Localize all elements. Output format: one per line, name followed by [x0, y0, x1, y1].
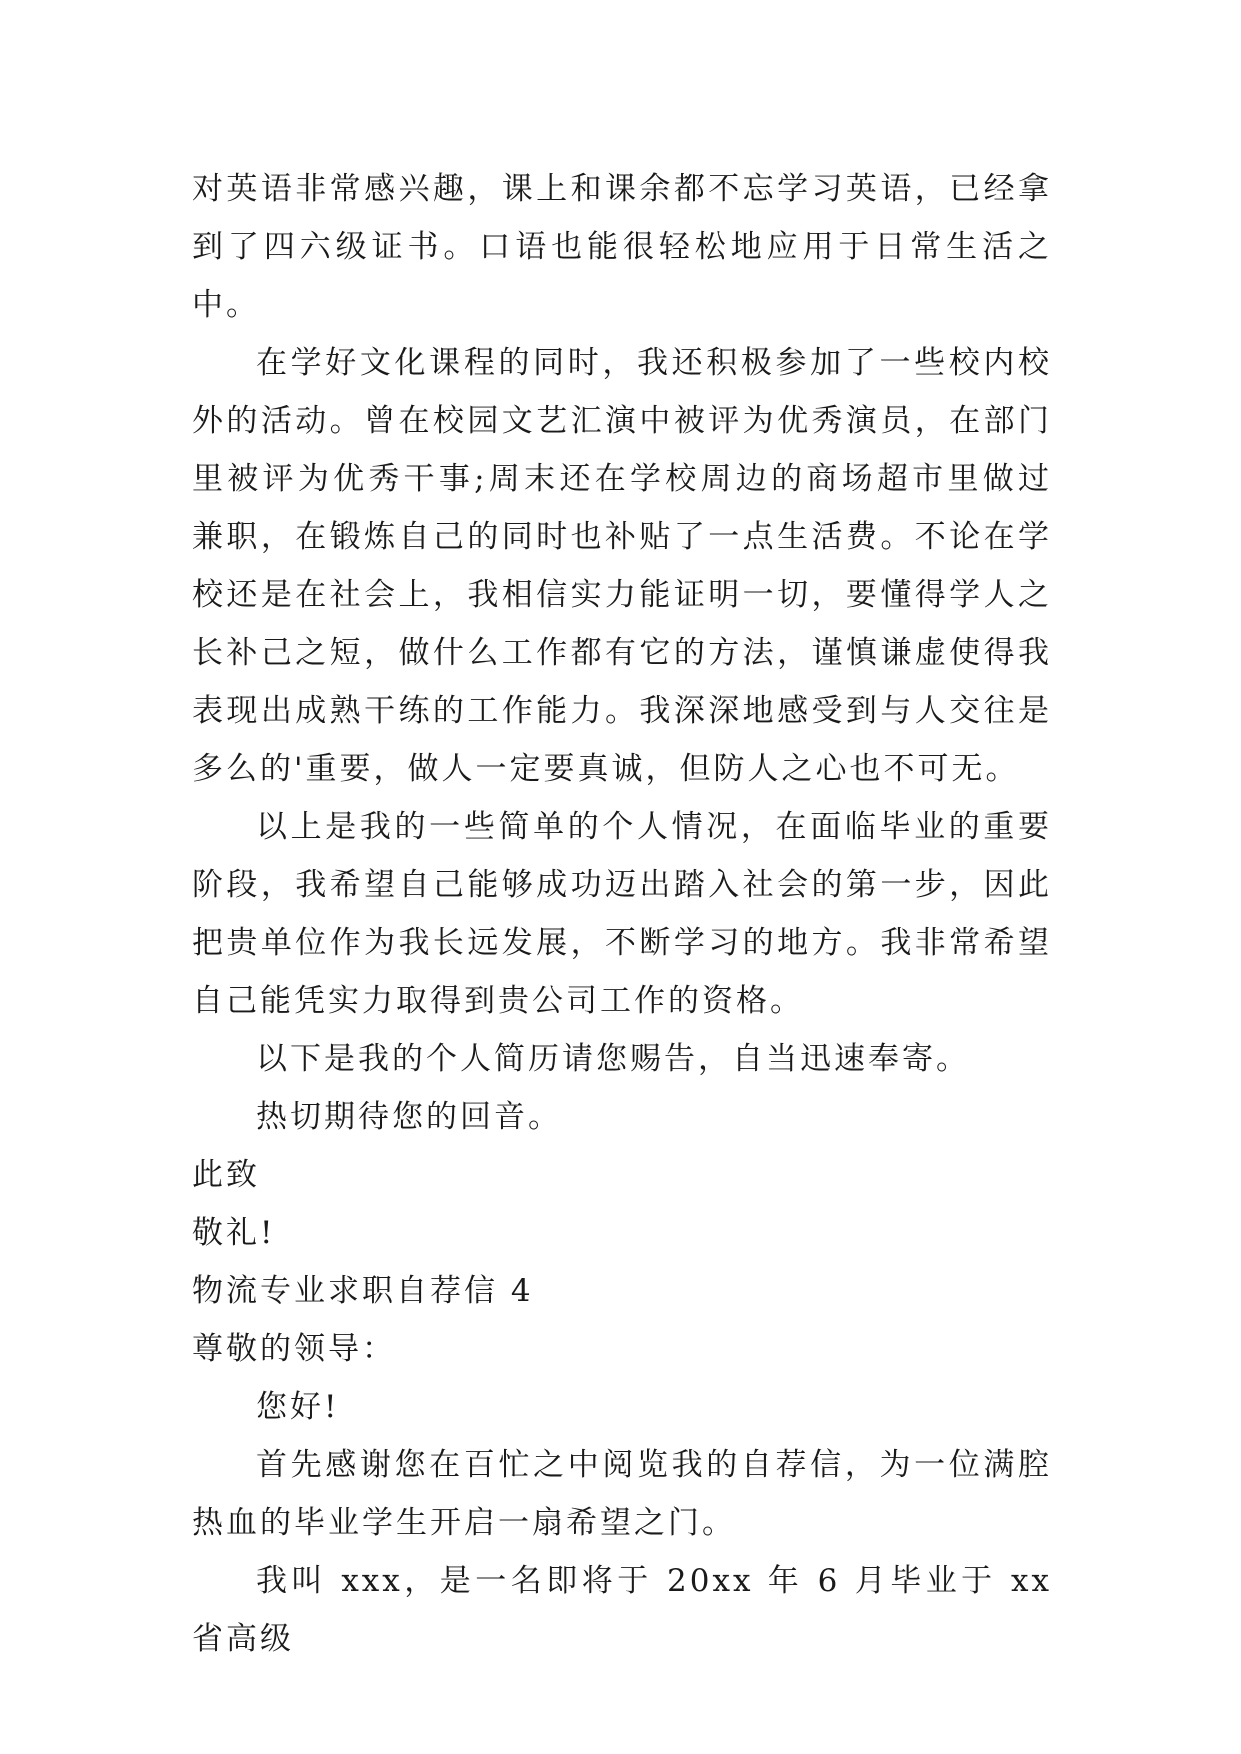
letter-hello: 您好! — [256, 1389, 340, 1425]
closing-salutation: 此致 — [192, 1157, 260, 1193]
paragraph-english-skills: 对英语非常感兴趣，课上和课余都不忘学习英语，已经拿到了四六级证书。口语也能很轻松地应用于日常生活之中。 — [192, 171, 1052, 323]
letter-greeting: 尊敬的领导： — [192, 1331, 396, 1367]
closing-regards: 敬礼! — [192, 1215, 276, 1251]
paragraph-introduction: 我叫 xxx，是一名即将于 20xx 年 6 月毕业于 xx 省高级 — [192, 1563, 1052, 1657]
section-title: 物流专业求职自荐信 4 — [192, 1273, 534, 1309]
paragraph-activities: 在学好文化课程的同时，我还积极参加了一些校内校外的活动。曾在校园文艺汇演中被评为优秀演员，在部门里被评为优秀干事;周末还在学校周边的商场超市里做过兼职，在锻炼自己的同时也补贴了一点生活费。不论在学校还是在社会上，我相信实力能证明一切，要懂得学人之长补己之短，做什么工作都有它的方法，谨慎谦虚使得我表现出成熟干练的工作能力。我深深地感受到与人交往是多么的'重要，做人一定要真诚，但防人之心也不可无。 — [192, 345, 1052, 787]
paragraph-summary: 以上是我的一些简单的个人情况，在面临毕业的重要阶段，我希望自己能够成功迈出踏入社会的第一步，因此把贵单位作为我长远发展，不断学习的地方。我非常希望自己能凭实力取得到贵公司工作的资格。 — [192, 809, 1052, 1019]
letter-body — [192, 160, 1052, 1668]
paragraph-closing-wish: 热切期待您的回音。 — [256, 1099, 562, 1135]
paragraph-resume-note: 以下是我的个人简历请您赐告，自当迅速奉寄。 — [256, 1041, 970, 1077]
paragraph-thanks: 首先感谢您在百忙之中阅览我的自荐信，为一位满腔热血的毕业学生开启一扇希望之门。 — [192, 1447, 1052, 1541]
